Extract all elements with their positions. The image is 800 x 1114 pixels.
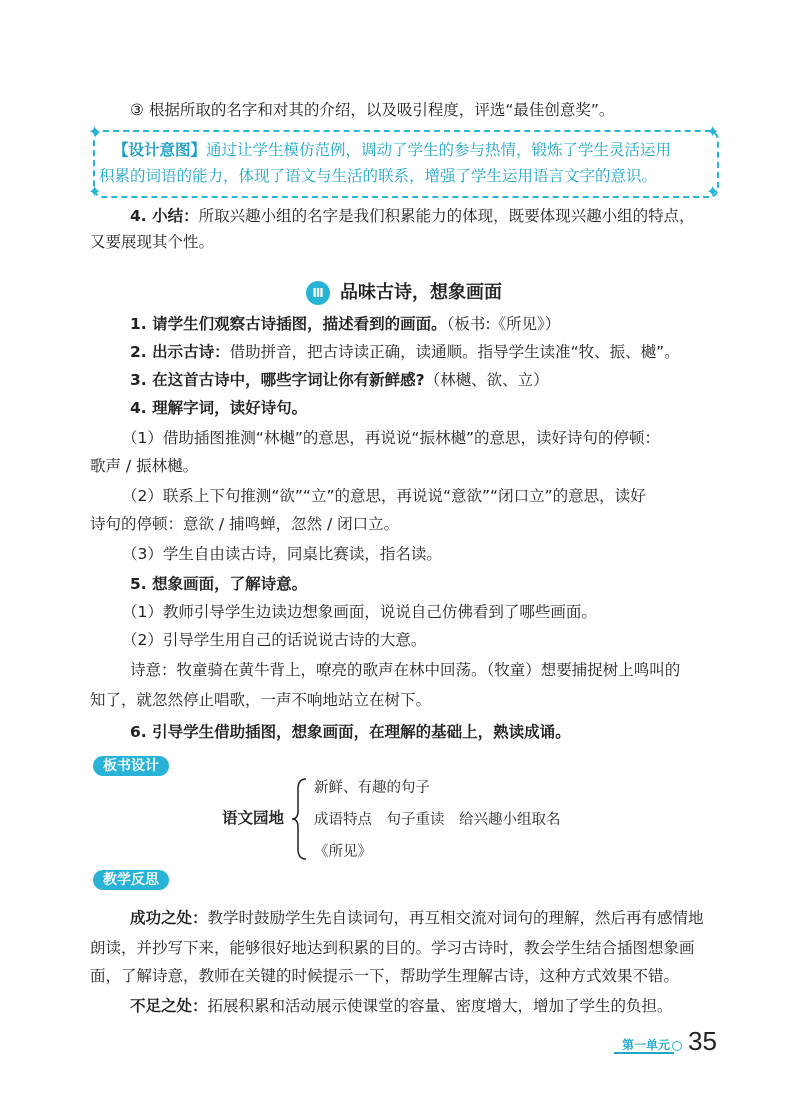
design-intent-line1: 【设计意图】通过让学生模仿范例，调动了学生的参与热情，锻炼了学生灵活运用: [113, 140, 672, 159]
design-intent-tag: 【设计意图】: [113, 140, 207, 159]
success-line1: 成功之处：教学时鼓励学生先自读词句，再互相交流对词句的理解，然后再有感情地: [130, 909, 704, 927]
step-4-1-line2: 歌声 / 振林樾。: [90, 457, 199, 475]
poem-meaning-line1: 诗意：牧童骑在黄牛背上，嘹亮的歌声在林中回荡。（牧童）想要捕捉树上鸣叫的: [130, 661, 681, 679]
success-line3: 面，了解诗意，教师在关键的时候提示一下，帮助学生理解古诗，这种方式效果不错。: [90, 967, 680, 985]
step-4-1-line1: （1）借助插图推测“林樾”的意思，再说说“振林樾”的意思，读好诗句的停顿：: [122, 429, 660, 447]
step-5-1: （1）教师引导学生边读边想象画面，说说自己仿佛看到了哪些画面。: [122, 603, 597, 621]
summary-line2: 又要展现其个性。: [90, 233, 215, 251]
step-2: 2. 出示古诗：借助拼音，把古诗读正确，读通顺。指导学生读准“牧、振、樾”。: [130, 343, 680, 361]
step-4-3: （3）学生自由读古诗，同桌比赛读，指名读。: [122, 545, 442, 563]
unit-underline: [614, 1052, 674, 1054]
teaching-reflection-label: 教学反思: [93, 870, 169, 890]
shortcoming-line: 不足之处：拓展积累和活动展示使课堂的容量、密度增大，增加了学生的负担。: [130, 997, 673, 1015]
section-number-badge: Ⅲ: [306, 281, 330, 305]
step-6: 6. 引导学生借助插图，想象画面，在理解的基础上，熟读成诵。: [130, 723, 571, 741]
step-4-2-line2: 诗句的停顿：意欲 / 捕鸣蝉，忽然 / 闭口立。: [90, 515, 400, 533]
corner-ornament-icon: ✦: [88, 182, 102, 201]
design-intent-line2: 积累的词语的能力，体现了语文与生活的联系，增强了学生运用语言文字的意识。: [99, 167, 658, 185]
summary-line1: 4. 小结：所取兴趣小组的名字是我们积累能力的体现，既要体现兴趣小组的特点，: [130, 207, 695, 225]
poem-meaning-line2: 知了，就忽然停止唱歌，一声不响地站立在树下。: [90, 691, 432, 709]
board-item: 成语特点 句子重读 给兴趣小组取名: [314, 812, 561, 828]
corner-ornament-icon: ✦: [706, 122, 720, 141]
step-4: 4. 理解字词，读好诗句。: [130, 399, 308, 417]
step-1: 1. 请学生们观察古诗插图，描述看到的画面。（板书:《所见》）: [130, 315, 561, 333]
board-item: 新鲜、有趣的句子: [314, 780, 430, 796]
step-3: 3. 在这首古诗中，哪些字词让你有新鲜感?（林樾、欲、立）: [130, 371, 549, 389]
step-5: 5. 想象画面，了解诗意。: [130, 575, 308, 593]
corner-ornament-icon: ✦: [706, 182, 720, 201]
page-dot-icon: [672, 1041, 682, 1051]
section-title: 品味古诗，想象画面: [340, 282, 502, 303]
curly-brace-icon: [290, 777, 310, 861]
unit-label: 第一单元: [622, 1038, 671, 1052]
board-item: 《所见》: [314, 844, 372, 860]
success-line2: 朗读，并抄写下来，能够很好地达到积累的目的。学习古诗时，教会学生结合插图想象画: [90, 939, 695, 957]
top-line: ③ 根据所取的名字和对其的介绍，以及吸引程度，评选“最佳创意奖”。: [130, 101, 615, 119]
step-4-2-line1: （2）联系上下句推测“欲”“立”的意思，再说说“意欲”“闭口立”的意思，读好: [122, 487, 646, 505]
board-design-label: 板书设计: [93, 756, 169, 776]
page-number: 35: [688, 1026, 717, 1056]
step-5-2: （2）引导学生用自己的话说说古诗的大意。: [122, 631, 427, 649]
corner-ornament-icon: ✦: [88, 122, 102, 141]
board-root: 语文园地: [222, 809, 285, 827]
section-heading: [306, 280, 502, 306]
